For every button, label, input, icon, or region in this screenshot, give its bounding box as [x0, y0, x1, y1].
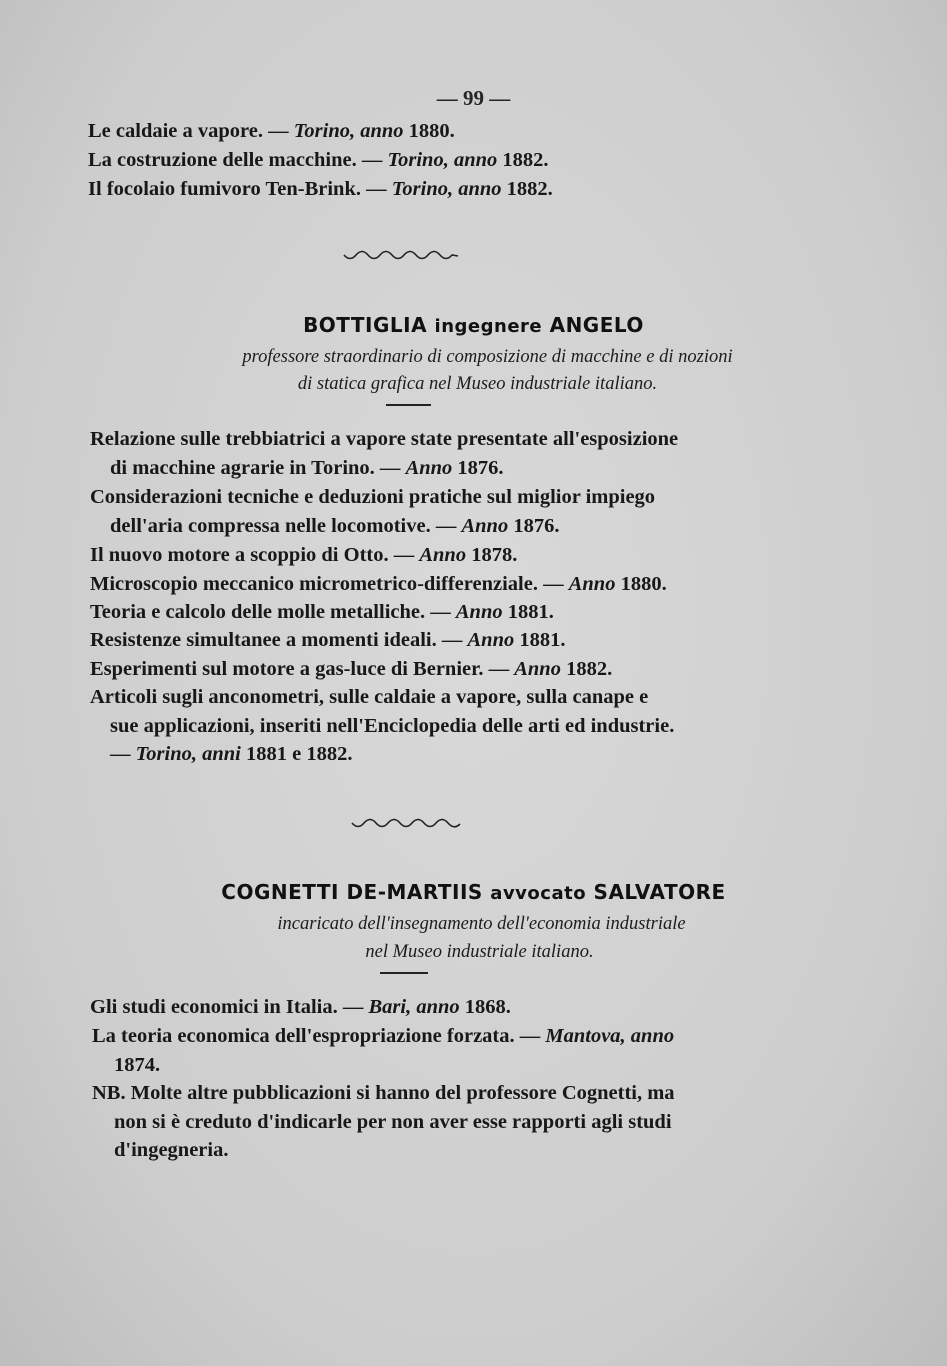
publication-line: Relazione sulle trebbiatrici a vapore state presentate all'esposizione — [90, 428, 679, 450]
publication-line: dell'aria compressa nelle locomotive. — Anno 1876. — [110, 515, 560, 537]
publication-line: Il nuovo motore a scoppio di Otto. — Anno 1878. — [90, 544, 518, 566]
opening-entry: Le caldaie a vapore. — Torino, anno 1880. — [88, 120, 455, 142]
publication-line: Esperimenti sul motore a gas-luce di Bernier. — Anno 1882. — [90, 658, 613, 680]
publication-line: Microscopio meccanico micrometrico-differenziale. — Anno 1880. — [90, 573, 667, 595]
author-subtitle: nel Museo industriale italiano. — [365, 942, 594, 962]
page-number: — 99 — — [436, 86, 511, 110]
publication-line: Considerazioni tecniche e deduzioni pratiche sul miglior impiego — [90, 486, 656, 508]
publication-note: non si è creduto d'indicarle per non aver esse rapporti agli studi — [114, 1111, 672, 1133]
section-rule — [380, 972, 428, 974]
publication-note: NB. Molte altre pubblicazioni si hanno del professore Cognetti, ma — [92, 1082, 675, 1104]
publication-line: La teoria economica dell'espropriazione forzata. — Mantova, anno — [92, 1025, 675, 1047]
author-subtitle: di statica grafica nel Museo industriale italiano. — [297, 374, 658, 394]
publication-line: 1874. — [114, 1054, 161, 1076]
section-rule — [386, 404, 431, 406]
author-heading-bottiglia: BOTTIGLIA ingegnere ANGELO — [303, 313, 644, 337]
ornament-divider — [350, 818, 462, 832]
opening-entry: La costruzione delle macchine. — Torino, anno 1882. — [88, 149, 549, 171]
author-subtitle: incaricato dell'insegnamento dell'economia industriale — [277, 914, 686, 934]
publication-line: Resistenze simultanee a momenti ideali. — Anno 1881. — [90, 629, 566, 651]
author-subtitle: professore straordinario di composizione di macchine e di nozioni — [242, 347, 733, 367]
publication-line: di macchine agrarie in Torino. — Anno 1876. — [110, 457, 504, 479]
publication-line: — Torino, anni 1881 e 1882. — [110, 743, 353, 765]
opening-entry: Il focolaio fumivoro Ten-Brink. — Torino, anno 1882. — [88, 178, 553, 200]
publication-line: Articoli sugli anconometri, sulle caldaie a vapore, sulla canape e — [90, 686, 649, 708]
publication-line: Teoria e calcolo delle molle metalliche. — Anno 1881. — [90, 601, 554, 623]
publication-note: d'ingegneria. — [114, 1139, 229, 1161]
publication-line: Gli studi economici in Italia. — Bari, anno 1868. — [90, 996, 511, 1018]
author-heading-cognetti: COGNETTI DE-MARTIIS avvocato SALVATORE — [221, 880, 726, 904]
publication-line: sue applicazioni, inseriti nell'Enciclopedia delle arti ed industrie. — [110, 715, 675, 737]
ornament-divider — [342, 250, 460, 264]
